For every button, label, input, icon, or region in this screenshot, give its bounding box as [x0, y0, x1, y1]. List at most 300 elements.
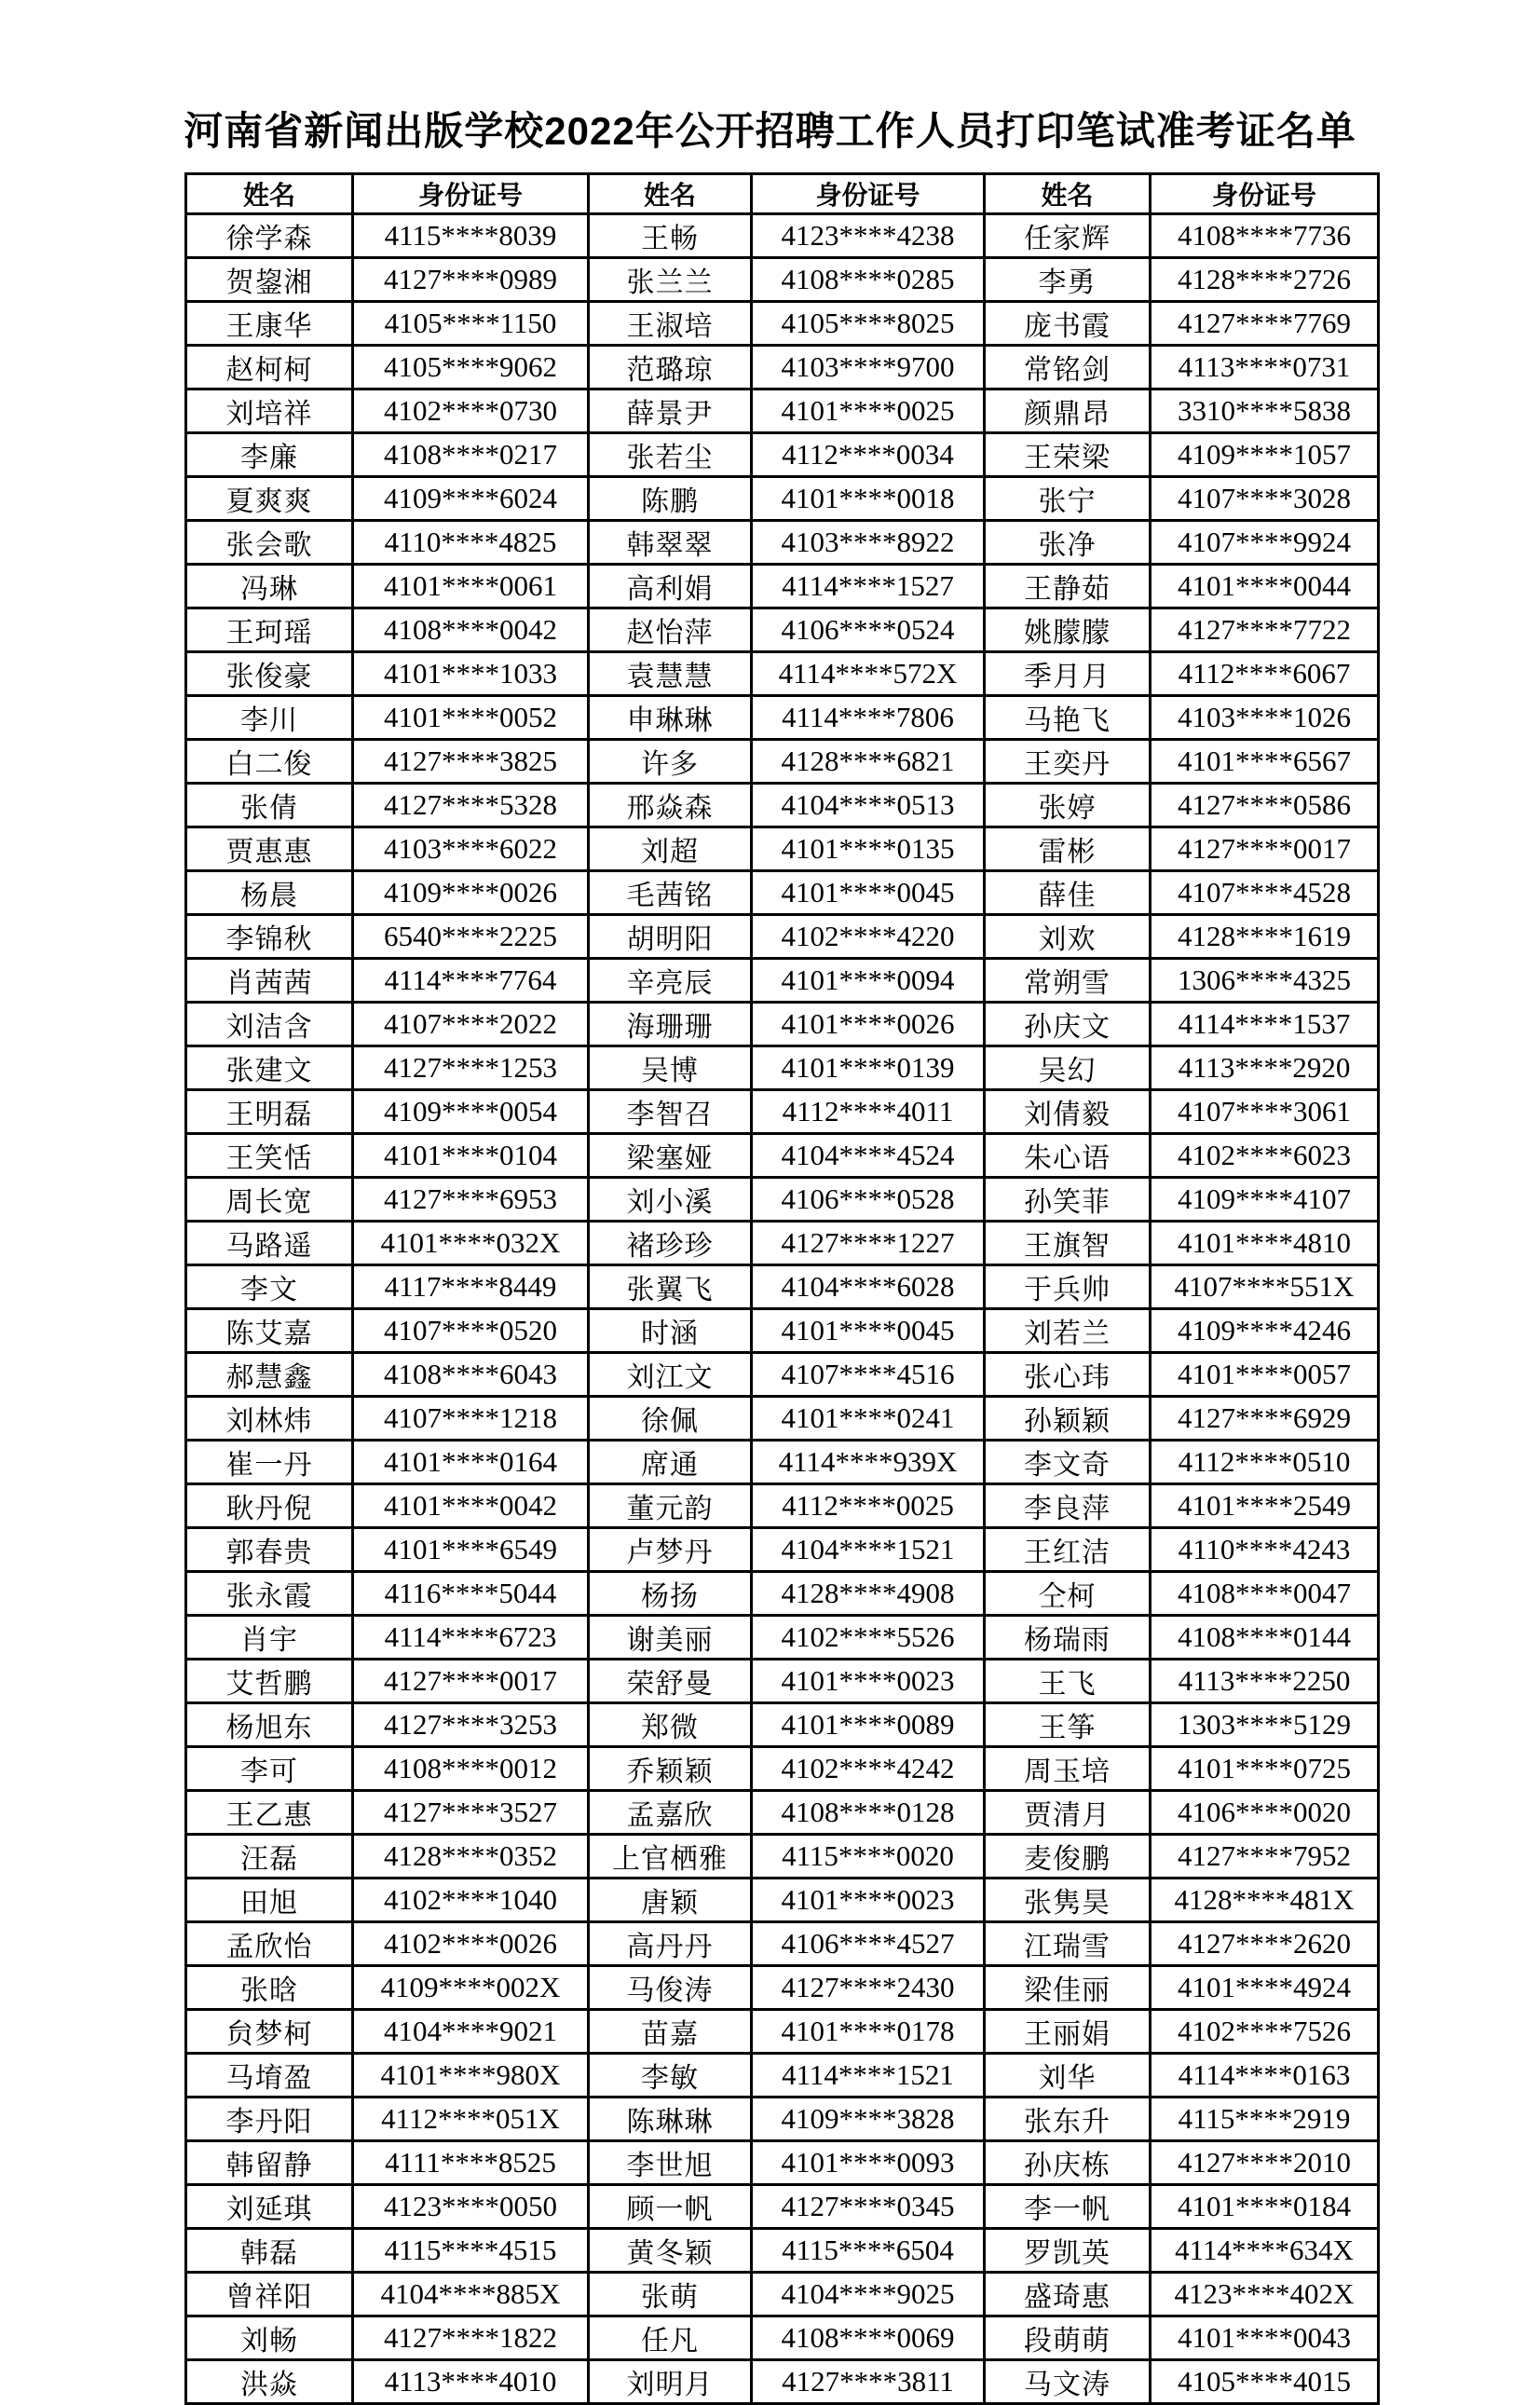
column-header-name-3: 姓名: [985, 174, 1151, 214]
name-cell: 韩翠翠: [589, 521, 752, 565]
name-cell: 时涵: [589, 1309, 752, 1353]
id-cell: 4113****0731: [1151, 346, 1379, 389]
name-cell: 刘洁含: [186, 1003, 353, 1046]
id-cell: 4104****9021: [353, 2010, 589, 2054]
id-cell: 4107****1218: [353, 1397, 589, 1441]
name-cell: 李智召: [589, 1090, 752, 1134]
id-cell: 4101****0042: [353, 1484, 589, 1528]
id-cell: 4128****6821: [752, 740, 985, 784]
id-cell: 4101****0725: [1151, 1747, 1379, 1791]
name-cell: 曾祥阳: [186, 2273, 353, 2316]
name-cell: 马堉盈: [186, 2054, 353, 2098]
id-cell: 4108****7736: [1151, 214, 1379, 258]
column-header-id-2: 身份证号: [752, 174, 985, 214]
id-cell: 4113****4010: [353, 2360, 589, 2404]
id-cell: 4102****6023: [1151, 1134, 1379, 1178]
table-row: [186, 1484, 1379, 1528]
id-cell: 4104****6028: [752, 1265, 985, 1309]
id-cell: 4107****551X: [1151, 1265, 1379, 1309]
name-cell: 薛景尹: [589, 389, 752, 433]
id-cell: 4101****0089: [752, 1703, 985, 1747]
name-cell: 张兰兰: [589, 258, 752, 302]
id-cell: 4101****2549: [1151, 1484, 1379, 1528]
name-cell: 王明磊: [186, 1090, 353, 1134]
name-cell: 刘华: [985, 2054, 1151, 2098]
id-cell: 4102****0730: [353, 389, 589, 433]
name-cell: 张东升: [985, 2098, 1151, 2141]
id-cell: 4101****0045: [752, 871, 985, 915]
id-cell: 4104****885X: [353, 2273, 589, 2316]
name-cell: 罗凯英: [985, 2229, 1151, 2273]
name-cell: 褚珍珍: [589, 1222, 752, 1265]
id-cell: 4106****0528: [752, 1178, 985, 1222]
column-header-id-3: 身份证号: [1151, 174, 1379, 214]
id-cell: 4104****0513: [752, 784, 985, 827]
id-cell: 4127****0017: [1151, 827, 1379, 871]
id-cell: 4103****1026: [1151, 696, 1379, 740]
name-cell: 张永霞: [186, 1572, 353, 1616]
column-header-name-1: 姓名: [186, 174, 353, 214]
id-cell: 4101****0026: [752, 1003, 985, 1046]
name-cell: 贾惠惠: [186, 827, 353, 871]
id-cell: 4112****6067: [1151, 652, 1379, 696]
name-cell: 王奕丹: [985, 740, 1151, 784]
id-cell: 4102****4220: [752, 915, 985, 959]
id-cell: 4109****0054: [353, 1090, 589, 1134]
id-cell: 4101****0094: [752, 959, 985, 1003]
id-cell: 4102****1040: [353, 1879, 589, 1922]
name-cell: 姚朦朦: [985, 608, 1151, 652]
name-cell: 唐颖: [589, 1879, 752, 1922]
id-cell: 4101****1033: [353, 652, 589, 696]
id-cell: 4101****0184: [1151, 2185, 1379, 2229]
name-cell: 王畅: [589, 214, 752, 258]
name-cell: 上官栖雅: [589, 1835, 752, 1879]
id-cell: 4108****0128: [752, 1791, 985, 1835]
id-cell: 4114****7806: [752, 696, 985, 740]
name-cell: 常朔雪: [985, 959, 1151, 1003]
name-cell: 张翼飞: [589, 1265, 752, 1309]
name-cell: 梁佳丽: [985, 1966, 1151, 2010]
name-cell: 耿丹倪: [186, 1484, 353, 1528]
id-cell: 4107****4516: [752, 1353, 985, 1397]
name-cell: 杨瑞雨: [985, 1616, 1151, 1660]
table-row: [186, 959, 1379, 1003]
id-cell: 4106****4527: [752, 1922, 985, 1966]
roster-table-header: [186, 174, 1379, 214]
name-cell: 张心玮: [985, 1353, 1151, 1397]
table-row: [186, 1747, 1379, 1791]
id-cell: 4127****1227: [752, 1222, 985, 1265]
name-cell: 孙颖颖: [985, 1397, 1151, 1441]
id-cell: 4101****0178: [752, 2010, 985, 2054]
name-cell: 麦俊鹏: [985, 1835, 1151, 1879]
id-cell: 4101****0043: [1151, 2316, 1379, 2360]
name-cell: 王静茹: [985, 565, 1151, 608]
name-cell: 刘小溪: [589, 1178, 752, 1222]
name-cell: 郝慧鑫: [186, 1353, 353, 1397]
id-cell: 4104****4524: [752, 1134, 985, 1178]
id-cell: 4123****4238: [752, 214, 985, 258]
name-cell: 王笑恬: [186, 1134, 353, 1178]
table-row: [186, 2229, 1379, 2273]
table-row: [186, 871, 1379, 915]
id-cell: 4107****3028: [1151, 477, 1379, 521]
name-cell: 张若尘: [589, 433, 752, 477]
table-row: [186, 1441, 1379, 1484]
name-cell: 王荣梁: [985, 433, 1151, 477]
name-cell: 谢美丽: [589, 1616, 752, 1660]
name-cell: 袁慧慧: [589, 652, 752, 696]
name-cell: 王淑培: [589, 302, 752, 346]
name-cell: 张宁: [985, 477, 1151, 521]
id-cell: 4105****1150: [353, 302, 589, 346]
table-row: [186, 1791, 1379, 1835]
id-cell: 4102****5526: [752, 1616, 985, 1660]
name-cell: 李丹阳: [186, 2098, 353, 2141]
name-cell: 张晗: [186, 1966, 353, 2010]
name-cell: 赵怡萍: [589, 608, 752, 652]
name-cell: 孙庆文: [985, 1003, 1151, 1046]
id-cell: 4114****634X: [1151, 2229, 1379, 2273]
id-cell: 4108****6043: [353, 1353, 589, 1397]
name-cell: 王旗智: [985, 1222, 1151, 1265]
name-cell: 张净: [985, 521, 1151, 565]
name-cell: 田旭: [186, 1879, 353, 1922]
name-cell: 李廉: [186, 433, 353, 477]
id-cell: 4101****4810: [1151, 1222, 1379, 1265]
id-cell: 4101****0023: [752, 1660, 985, 1703]
id-cell: 4110****4243: [1151, 1528, 1379, 1572]
id-cell: 4128****0352: [353, 1835, 589, 1879]
name-cell: 马艳飞: [985, 696, 1151, 740]
table-row: [186, 1353, 1379, 1397]
name-cell: 郭春贵: [186, 1528, 353, 1572]
id-cell: 4114****1521: [752, 2054, 985, 2098]
id-cell: 4101****0104: [353, 1134, 589, 1178]
id-cell: 4107****3061: [1151, 1090, 1379, 1134]
id-cell: 4128****4908: [752, 1572, 985, 1616]
id-cell: 4109****002X: [353, 1966, 589, 2010]
name-cell: 陈艾嘉: [186, 1309, 353, 1353]
name-cell: 刘畅: [186, 2316, 353, 2360]
name-cell: 朱心语: [985, 1134, 1151, 1178]
name-cell: 李锦秋: [186, 915, 353, 959]
name-cell: 刘若兰: [985, 1309, 1151, 1353]
table-row: [186, 608, 1379, 652]
name-cell: 周玉培: [985, 1747, 1151, 1791]
name-cell: 马文涛: [985, 2360, 1151, 2404]
id-cell: 4112****0510: [1151, 1441, 1379, 1484]
name-cell: 毛茜铭: [589, 871, 752, 915]
name-cell: 汪磊: [186, 1835, 353, 1879]
id-cell: 4127****1253: [353, 1046, 589, 1090]
table-row: [186, 696, 1379, 740]
name-cell: 顾一帆: [589, 2185, 752, 2229]
table-row: [186, 2054, 1379, 2098]
name-cell: 董元韵: [589, 1484, 752, 1528]
id-cell: 4127****3825: [353, 740, 589, 784]
name-cell: 孙笑菲: [985, 1178, 1151, 1222]
name-cell: 韩留静: [186, 2141, 353, 2185]
id-cell: 4109****4107: [1151, 1178, 1379, 1222]
name-cell: 张萌: [589, 2273, 752, 2316]
roster-table-body: [186, 214, 1379, 2404]
name-cell: 李敏: [589, 2054, 752, 2098]
table-row: [186, 1090, 1379, 1134]
id-cell: 4107****9924: [1151, 521, 1379, 565]
name-cell: 孙庆栋: [985, 2141, 1151, 2185]
name-cell: 洪焱: [186, 2360, 353, 2404]
name-cell: 王康华: [186, 302, 353, 346]
name-cell: 张俊豪: [186, 652, 353, 696]
name-cell: 李良萍: [985, 1484, 1151, 1528]
name-cell: 李文奇: [985, 1441, 1151, 1484]
name-cell: 贠梦柯: [186, 2010, 353, 2054]
name-cell: 孟嘉欣: [589, 1791, 752, 1835]
id-cell: 4101****0018: [752, 477, 985, 521]
name-cell: 郑微: [589, 1703, 752, 1747]
id-cell: 4102****4242: [752, 1747, 985, 1791]
name-cell: 张隽昊: [985, 1879, 1151, 1922]
table-row: [186, 1528, 1379, 1572]
name-cell: 冯琳: [186, 565, 353, 608]
id-cell: 4101****032X: [353, 1222, 589, 1265]
name-cell: 颜鼎昂: [985, 389, 1151, 433]
name-cell: 常铭剑: [985, 346, 1151, 389]
name-cell: 高利娟: [589, 565, 752, 608]
id-cell: 4101****980X: [353, 2054, 589, 2098]
name-cell: 刘培祥: [186, 389, 353, 433]
id-cell: 4127****0989: [353, 258, 589, 302]
name-cell: 白二俊: [186, 740, 353, 784]
name-cell: 段萌萌: [985, 2316, 1151, 2360]
name-cell: 贾清月: [985, 1791, 1151, 1835]
id-cell: 4107****0520: [353, 1309, 589, 1353]
id-cell: 4109****4246: [1151, 1309, 1379, 1353]
name-cell: 海珊珊: [589, 1003, 752, 1046]
id-cell: 4106****0020: [1151, 1791, 1379, 1835]
name-cell: 韩磊: [186, 2229, 353, 2273]
roster-table: [184, 172, 1380, 2405]
name-cell: 刘欢: [985, 915, 1151, 959]
name-cell: 于兵帅: [985, 1265, 1151, 1309]
id-cell: 4127****7952: [1151, 1835, 1379, 1879]
name-cell: 刘明月: [589, 2360, 752, 2404]
name-cell: 刘超: [589, 827, 752, 871]
id-cell: 4127****2620: [1151, 1922, 1379, 1966]
name-cell: 吴博: [589, 1046, 752, 1090]
id-cell: 4128****1619: [1151, 915, 1379, 959]
name-cell: 李世旭: [589, 2141, 752, 2185]
table-row: [186, 1703, 1379, 1747]
name-cell: 刘林炜: [186, 1397, 353, 1441]
name-cell: 张建文: [186, 1046, 353, 1090]
name-cell: 薛佳: [985, 871, 1151, 915]
table-row: [186, 1222, 1379, 1265]
id-cell: 4112****0025: [752, 1484, 985, 1528]
header-row: [186, 174, 1379, 214]
id-cell: 4101****6549: [353, 1528, 589, 1572]
name-cell: 高丹丹: [589, 1922, 752, 1966]
name-cell: 徐佩: [589, 1397, 752, 1441]
name-cell: 荣舒曼: [589, 1660, 752, 1703]
id-cell: 4127****3527: [353, 1791, 589, 1835]
id-cell: 4101****0093: [752, 2141, 985, 2185]
table-row: [186, 1616, 1379, 1660]
column-header-name-2: 姓名: [589, 174, 752, 214]
name-cell: 赵柯柯: [186, 346, 353, 389]
name-cell: 王飞: [985, 1660, 1151, 1703]
table-row: [186, 302, 1379, 346]
id-cell: 4114****0163: [1151, 2054, 1379, 2098]
name-cell: 李可: [186, 1747, 353, 1791]
table-row: [186, 2185, 1379, 2229]
id-cell: 4115****4515: [353, 2229, 589, 2273]
id-cell: 4108****0144: [1151, 1616, 1379, 1660]
id-cell: 4101****0135: [752, 827, 985, 871]
table-row: [186, 1966, 1379, 2010]
table-row: [186, 2316, 1379, 2360]
name-cell: 刘江文: [589, 1353, 752, 1397]
table-row: [186, 1134, 1379, 1178]
id-cell: 4127****1822: [353, 2316, 589, 2360]
name-cell: 陈鹏: [589, 477, 752, 521]
id-cell: 4127****0586: [1151, 784, 1379, 827]
name-cell: 夏爽爽: [186, 477, 353, 521]
id-cell: 4114****1527: [752, 565, 985, 608]
id-cell: 4127****0345: [752, 2185, 985, 2229]
name-cell: 肖宇: [186, 1616, 353, 1660]
id-cell: 4110****4825: [353, 521, 589, 565]
table-row: [186, 2141, 1379, 2185]
table-row: [186, 2010, 1379, 2054]
id-cell: 4127****2430: [752, 1966, 985, 2010]
id-cell: 4102****7526: [1151, 2010, 1379, 2054]
name-cell: 肖茜茜: [186, 959, 353, 1003]
id-cell: 4127****6929: [1151, 1397, 1379, 1441]
column-header-id-1: 身份证号: [353, 174, 589, 214]
id-cell: 1303****5129: [1151, 1703, 1379, 1747]
name-cell: 梁塞娅: [589, 1134, 752, 1178]
table-row: [186, 1572, 1379, 1616]
name-cell: 仝柯: [985, 1572, 1151, 1616]
id-cell: 4101****0045: [752, 1309, 985, 1353]
id-cell: 4127****2010: [1151, 2141, 1379, 2185]
id-cell: 4123****402X: [1151, 2273, 1379, 2316]
id-cell: 4109****3828: [752, 2098, 985, 2141]
table-row: [186, 652, 1379, 696]
name-cell: 盛琦惠: [985, 2273, 1151, 2316]
id-cell: 4114****7764: [353, 959, 589, 1003]
name-cell: 徐学森: [186, 214, 353, 258]
id-cell: 4127****7722: [1151, 608, 1379, 652]
name-cell: 杨旭东: [186, 1703, 353, 1747]
id-cell: 3310****5838: [1151, 389, 1379, 433]
table-row: [186, 258, 1379, 302]
id-cell: 4101****0057: [1151, 1353, 1379, 1397]
name-cell: 王筝: [985, 1703, 1151, 1747]
table-row: [186, 477, 1379, 521]
name-cell: 张会歌: [186, 521, 353, 565]
id-cell: 4103****6022: [353, 827, 589, 871]
table-row: [186, 1660, 1379, 1703]
id-cell: 4101****0044: [1151, 565, 1379, 608]
name-cell: 黄冬颖: [589, 2229, 752, 2273]
table-row: [186, 389, 1379, 433]
id-cell: 4109****1057: [1151, 433, 1379, 477]
id-cell: 4103****9700: [752, 346, 985, 389]
table-row: [186, 1178, 1379, 1222]
id-cell: 4104****9025: [752, 2273, 985, 2316]
table-row: [186, 433, 1379, 477]
table-row: [186, 2273, 1379, 2316]
table-row: [186, 784, 1379, 827]
name-cell: 邢焱森: [589, 784, 752, 827]
name-cell: 季月月: [985, 652, 1151, 696]
name-cell: 杨扬: [589, 1572, 752, 1616]
id-cell: 4105****9062: [353, 346, 589, 389]
table-row: [186, 2360, 1379, 2404]
id-cell: 4101****4924: [1151, 1966, 1379, 2010]
id-cell: 4104****1521: [752, 1528, 985, 1572]
id-cell: 4128****481X: [1151, 1879, 1379, 1922]
id-cell: 4127****3811: [752, 2360, 985, 2404]
id-cell: 4123****0050: [353, 2185, 589, 2229]
id-cell: 4101****0139: [752, 1046, 985, 1090]
table-row: [186, 915, 1379, 959]
table-row: [186, 521, 1379, 565]
name-cell: 李勇: [985, 258, 1151, 302]
table-row: [186, 1309, 1379, 1353]
id-cell: 4127****6953: [353, 1178, 589, 1222]
id-cell: 4109****0026: [353, 871, 589, 915]
name-cell: 陈琳琳: [589, 2098, 752, 2141]
id-cell: 4108****0069: [752, 2316, 985, 2360]
name-cell: 马俊涛: [589, 1966, 752, 2010]
name-cell: 苗嘉: [589, 2010, 752, 2054]
id-cell: 4114****1537: [1151, 1003, 1379, 1046]
id-cell: 4108****0217: [353, 433, 589, 477]
table-row: [186, 827, 1379, 871]
id-cell: 4109****6024: [353, 477, 589, 521]
table-row: [186, 1397, 1379, 1441]
table-row: [186, 1922, 1379, 1966]
name-cell: 张婷: [985, 784, 1151, 827]
table-row: [186, 1879, 1379, 1922]
id-cell: 4103****8922: [752, 521, 985, 565]
name-cell: 席通: [589, 1441, 752, 1484]
name-cell: 许多: [589, 740, 752, 784]
name-cell: 李川: [186, 696, 353, 740]
id-cell: 4127****7769: [1151, 302, 1379, 346]
id-cell: 4101****0164: [353, 1441, 589, 1484]
id-cell: 4101****0241: [752, 1397, 985, 1441]
name-cell: 乔颖颖: [589, 1747, 752, 1791]
name-cell: 王珂瑶: [186, 608, 353, 652]
name-cell: 张倩: [186, 784, 353, 827]
id-cell: 4108****0285: [752, 258, 985, 302]
table-row: [186, 2098, 1379, 2141]
id-cell: 4111****8525: [353, 2141, 589, 2185]
id-cell: 4128****2726: [1151, 258, 1379, 302]
id-cell: 4108****0047: [1151, 1572, 1379, 1616]
name-cell: 王丽娟: [985, 2010, 1151, 2054]
id-cell: 4101****0061: [353, 565, 589, 608]
id-cell: 4107****4528: [1151, 871, 1379, 915]
id-cell: 4115****2919: [1151, 2098, 1379, 2141]
name-cell: 辛亮辰: [589, 959, 752, 1003]
